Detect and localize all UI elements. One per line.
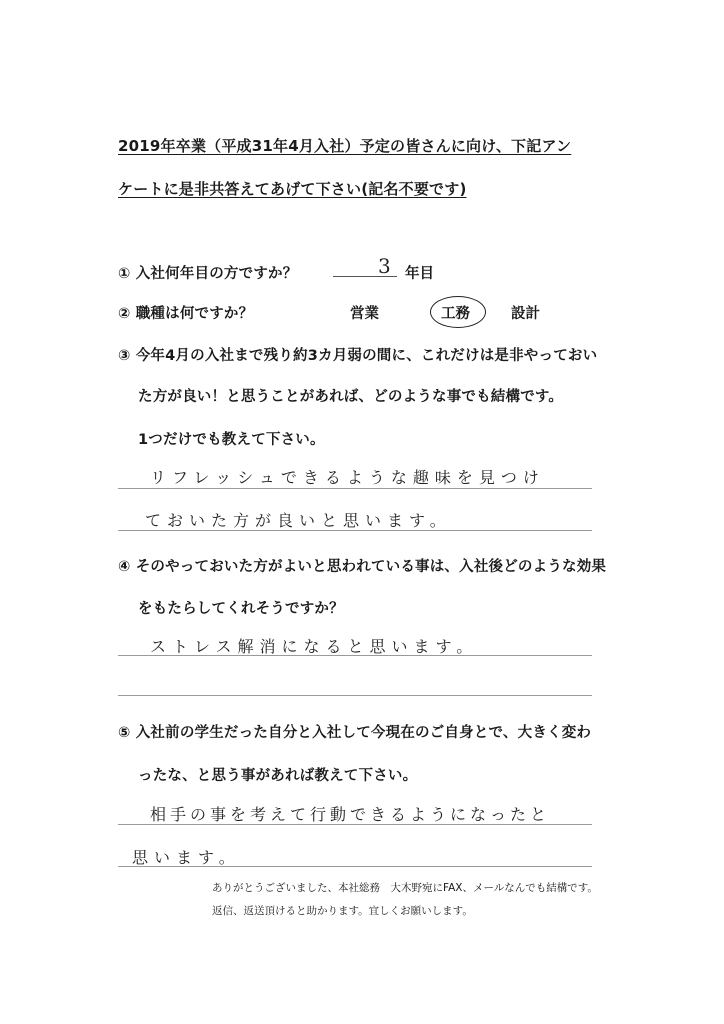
footer-line-2: 返信、返送頂けると助かります。宜しくお願いします。 [212,905,473,917]
question-3-answer-2: ておいた方が良いと思います。 [145,511,452,530]
answer-line [118,695,592,696]
question-5-answer-1: 相手の事を考えて行動できるようになったと [150,805,551,824]
question-1-answer: 3 [378,254,391,278]
answer-line [118,866,592,867]
answer-line [118,824,592,825]
question-4-line-1: ④ そのやっておいた方がよいと思われている事は、入社後どのような効果 [118,559,607,575]
question-3-line-3: 1つだけでも教えて下さい。 [138,432,325,448]
option-construction: 工務 [441,306,470,322]
question-4-answer-1: ストレス解消になると思います。 [150,637,479,656]
question-3-line-1: ③ 今年4月の入社まで残り約3カ月弱の間に、これだけは是非やっておい [118,348,598,364]
answer-line [118,530,592,531]
question-1-label: ① 入社何年目の方ですか？ [118,266,298,282]
question-3-line-2: た方が良い！と思うことがあれば、どのような事でも結構です。 [138,389,564,405]
answer-line [118,488,592,489]
survey-title-line-2: ケートに是非共答えてあげて下さい(記名不要です) [118,180,467,198]
question-2-label: ② 職種は何ですか？ [118,306,254,322]
option-design: 設計 [511,306,540,322]
answer-line [118,655,592,656]
option-sales: 営業 [350,306,379,322]
question-5-line-2: ったな、と思う事があれば教えて下さい。 [138,768,418,784]
question-4-line-2: をもたらしてくれそうですか？ [138,601,344,617]
survey-title-line-1: 2019年卒業（平成31年4月入社）予定の皆さんに向け、下記アン [118,137,572,155]
question-1-unit: 年目 [405,266,434,282]
question-5-answer-2: 思います。 [132,848,241,867]
question-3-answer-1: リフレッシュできるような趣味を見つけ [150,468,545,487]
question-5-line-1: ⑤ 入社前の学生だった自分と入社して今現在のご自身とで、大きく変わ [118,725,592,741]
footer-line-1: ありがとうございました、本社総務 大木野宛にFAX、メールなんでも結構です。 [212,882,598,894]
